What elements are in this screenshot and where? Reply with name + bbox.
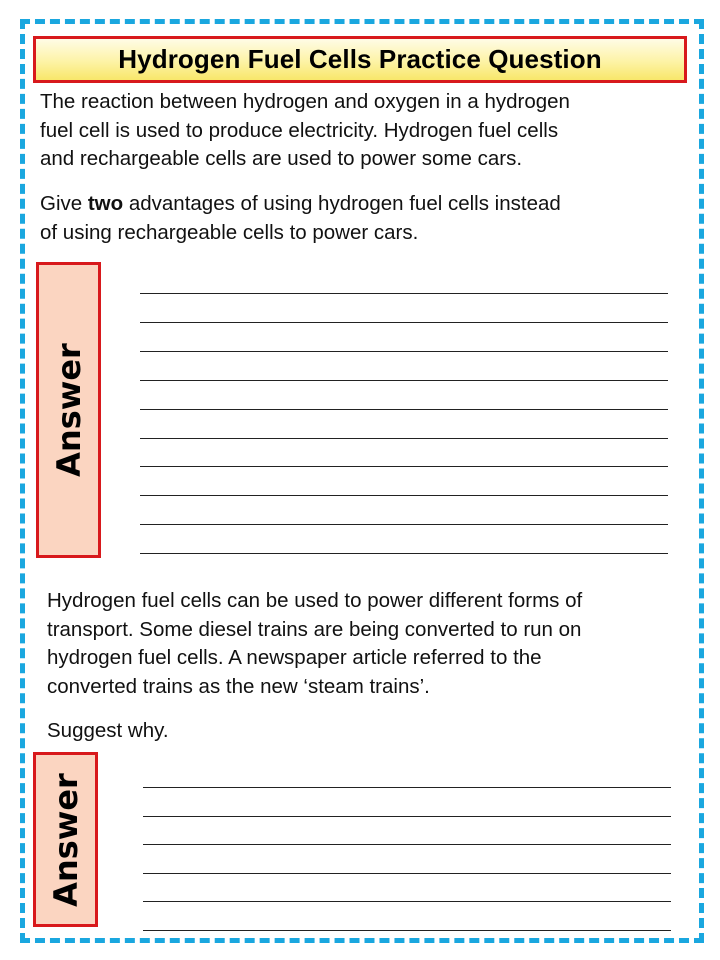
answer-line[interactable]	[140, 380, 668, 381]
answer-line[interactable]	[140, 409, 668, 410]
answer-tab-1	[36, 262, 101, 558]
answer-line[interactable]	[143, 816, 671, 817]
answer-line[interactable]	[140, 322, 668, 323]
question1-prompt-text: advantages of using hydrogen fuel cells instead	[123, 192, 561, 215]
question1-intro-line: fuel cell is used to produce electricity. Hydrogen fuel cells	[40, 118, 559, 142]
answer-line[interactable]	[140, 351, 668, 352]
answer-line[interactable]	[140, 293, 668, 294]
answer-line[interactable]	[140, 466, 668, 467]
answer-line[interactable]	[140, 524, 668, 525]
answer-label-1: Answer	[49, 343, 88, 477]
answer-tab-2	[33, 752, 98, 927]
answer-line[interactable]	[140, 438, 668, 439]
answer-line[interactable]	[143, 901, 671, 902]
question2-intro	[47, 587, 582, 701]
question1-intro	[40, 88, 570, 174]
answer-line[interactable]	[140, 553, 668, 554]
answer-line[interactable]	[143, 873, 671, 874]
question2-intro-line: transport. Some diesel trains are being converted to run on	[47, 617, 582, 641]
answer-label-2: Answer	[46, 772, 85, 907]
question2-prompt: Suggest why.	[47, 719, 169, 742]
question1-intro-line: The reaction between hydrogen and oxygen in a hydrogen	[40, 90, 570, 113]
question2-intro-line: Hydrogen fuel cells can be used to power different forms of	[47, 589, 583, 612]
answer-line[interactable]	[143, 844, 671, 845]
question2-intro-line: hydrogen fuel cells. A newspaper article referred to the	[47, 646, 542, 669]
answer-line[interactable]	[143, 930, 671, 931]
question1-prompt	[40, 190, 561, 247]
question1-prompt-line: of using rechargeable cells to power cars.	[40, 220, 419, 244]
answer-line[interactable]	[140, 495, 668, 496]
question1-prompt-text: Give	[40, 192, 88, 215]
title-banner	[33, 36, 687, 83]
question1-prompt-emphasis: two	[87, 192, 124, 215]
page-title: Hydrogen Fuel Cells Practice Question	[118, 44, 602, 74]
question2-intro-line: converted trains as the new ‘steam trains’.	[47, 674, 430, 698]
answer-line[interactable]	[143, 787, 671, 788]
question1-intro-line: and rechargeable cells are used to power some cars.	[40, 147, 523, 170]
